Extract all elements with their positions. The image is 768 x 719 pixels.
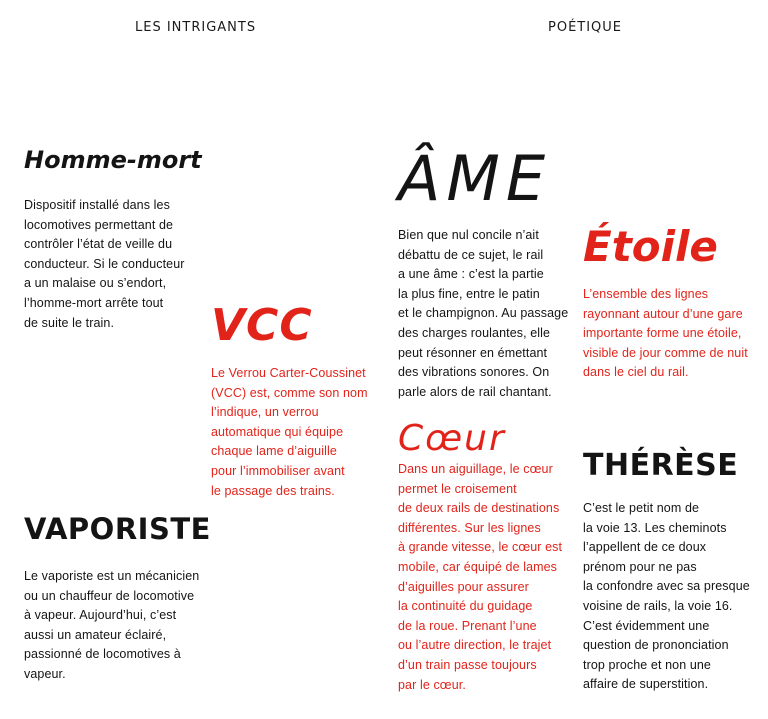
- body-line: d’un train passe toujours: [398, 657, 537, 672]
- body-line: vapeur.: [24, 666, 66, 681]
- entry-title-vcc: VCC: [211, 300, 313, 351]
- body-line: L’ensemble des lignes: [583, 287, 709, 301]
- body-line: à vapeur. Aujourd’hui, c’est: [24, 608, 177, 623]
- body-line: importante forme une étoile,: [583, 326, 742, 341]
- body-line: contrôler l’état de veille du: [24, 237, 173, 252]
- entry-title-vaporiste: VAPORISTE: [24, 512, 211, 546]
- body-line: mobile, car équipé de lames: [398, 559, 558, 574]
- body-line: locomotives permettant de: [24, 217, 174, 232]
- body-line: trop proche et non une: [583, 657, 711, 672]
- body-line: différentes. Sur les lignes: [398, 520, 541, 535]
- body-line: visible de jour comme de nuit: [583, 345, 748, 360]
- body-line: de deux rails de destinations: [398, 501, 560, 516]
- body-line: conducteur. Si le conducteur: [24, 256, 185, 271]
- body-line: a un malaise ou s’endort,: [24, 276, 167, 291]
- body-line: question de prononciation: [583, 638, 729, 653]
- body-line: pour l’immobiliser avant: [211, 463, 345, 478]
- body-line: la confondre avec sa presque: [583, 579, 750, 594]
- body-line: parle alors de rail chantant.: [398, 384, 552, 399]
- entry-title-etoile: Étoile: [583, 222, 718, 271]
- body-line: la voie 13. Les cheminots: [583, 520, 727, 535]
- body-line: a une âme : c’est la partie: [398, 267, 544, 282]
- body-line: dans le ciel du rail.: [583, 365, 689, 380]
- body-line: peut résonner en émettant: [398, 345, 548, 360]
- body-line: affaire de superstition.: [583, 677, 709, 692]
- body-line: aussi un amateur éclairé,: [24, 627, 167, 642]
- entry-title-homme-mort: Homme-mort: [24, 146, 202, 174]
- body-line: débattu de ce sujet, le rail: [398, 247, 544, 262]
- body-line: ou un chauffeur de locomotive: [24, 588, 195, 603]
- entry-body-coeur: [398, 460, 562, 695]
- body-line: voisine de rails, la voie 16.: [583, 598, 733, 613]
- body-line: par le cœur.: [398, 677, 466, 692]
- body-line: Le Verrou Carter-Coussinet: [211, 366, 366, 380]
- body-line: Bien que nul concile n’ait: [398, 228, 539, 242]
- body-line: à grande vitesse, le cœur est: [398, 540, 563, 555]
- body-line: ou l’autre direction, le trajet: [398, 638, 552, 653]
- body-line: permet le croisement: [398, 481, 517, 496]
- entry-body-ame: [398, 226, 568, 402]
- body-line: l’appellent de ce doux: [583, 540, 707, 555]
- body-line: Dans un aiguillage, le cœur: [398, 462, 553, 476]
- body-line: chaque lame d’aiguille: [211, 444, 337, 459]
- entry-body-therese: [583, 499, 750, 695]
- body-line: rayonnant autour d’une gare: [583, 306, 743, 321]
- body-line: des charges roulantes, elle: [398, 325, 551, 340]
- body-line: C’est le petit nom de: [583, 501, 700, 515]
- body-line: Le vaporiste est un mécanicien: [24, 569, 200, 583]
- entry-title-ame: ÂME: [398, 142, 552, 215]
- body-line: l’homme-mort arrête tout: [24, 295, 164, 310]
- body-line: automatique qui équipe: [211, 424, 344, 439]
- entry-body-vaporiste: [24, 567, 199, 685]
- body-line: (VCC) est, comme son nom: [211, 385, 368, 400]
- body-line: Dispositif installé dans les: [24, 198, 170, 212]
- body-line: la continuité du guidage: [398, 599, 533, 614]
- body-line: d’aiguilles pour assurer: [398, 579, 529, 594]
- body-line: de suite le train.: [24, 315, 115, 330]
- entry-title-therese: THÉRÈSE: [583, 448, 739, 483]
- body-line: passionné de locomotives à: [24, 647, 181, 662]
- body-line: le passage des trains.: [211, 483, 335, 498]
- entry-title-coeur: Cœur: [398, 418, 506, 459]
- body-line: la plus fine, entre le patin: [398, 286, 540, 301]
- body-line: l’indique, un verrou: [211, 405, 319, 420]
- body-line: C’est évidemment une: [583, 618, 710, 633]
- body-line: prénom pour ne pas: [583, 559, 697, 574]
- section-header-right: POÉTIQUE: [548, 20, 623, 35]
- body-line: et le champignon. Au passage: [398, 306, 569, 321]
- section-header-left: LES INTRIGANTS: [135, 20, 257, 35]
- entry-body-etoile: [583, 285, 748, 383]
- body-line: des vibrations sonores. On: [398, 365, 550, 380]
- entry-body-vcc: [211, 364, 368, 501]
- entry-body-homme-mort: [24, 196, 185, 333]
- body-line: de la roue. Prenant l’une: [398, 618, 537, 633]
